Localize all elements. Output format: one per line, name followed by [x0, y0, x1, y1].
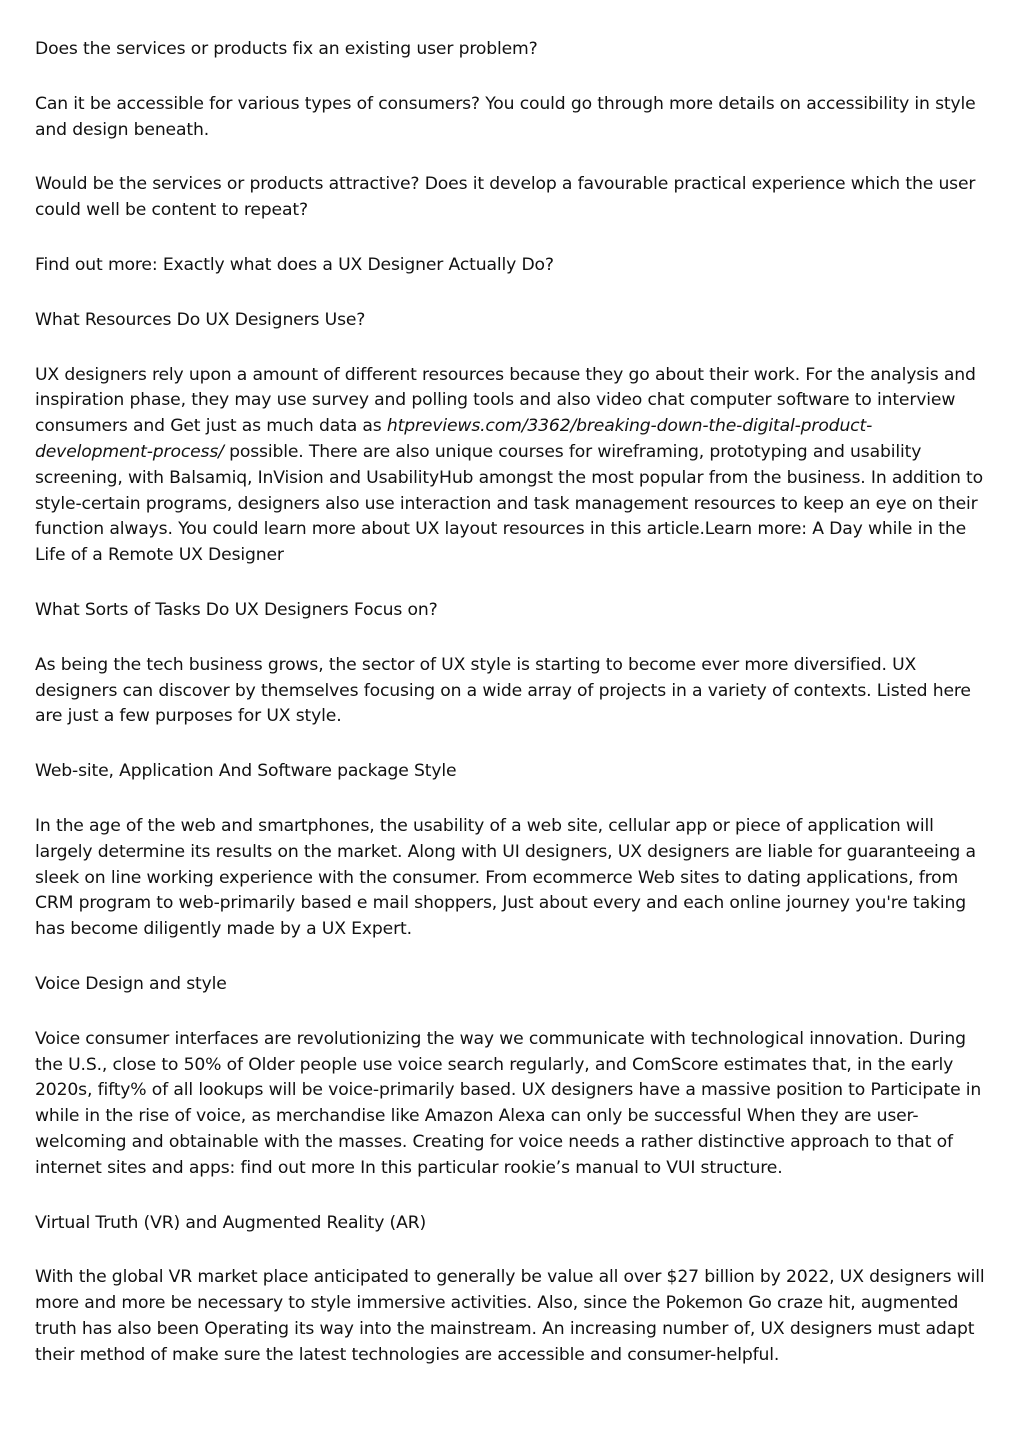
paragraph-attractive: Would be the services or products attractive? Does it develop a favourable practical experience which the user could well be content to repeat?: [35, 174, 976, 221]
paragraph-accessibility: Can it be accessible for various types of consumers? You could go through more details on accessibility in style and design beneath.: [35, 93, 976, 140]
paragraph-user-problem: Does the services or products fix an existing user problem?: [35, 39, 538, 59]
heading-resources: What Resources Do UX Designers Use?: [35, 309, 366, 330]
paragraph-vr-market: With the global VR market place anticipated to generally be value all over $27 billion by 2022, UX designers will more and more be necessary to style immersive activities. Also, since the Pokemon Go craze hit, augmented truth has also been Operating its way into the mainstream. An increasing number of, UX designers must adapt their method of make sure the latest technologies are accessible and consumer-helpful.: [35, 1267, 985, 1365]
heading-tasks: What Sorts of Tasks Do UX Designers Focus on?: [35, 599, 438, 620]
paragraph-find-out-more: Find out more: Exactly what does a UX Designer Actually Do?: [35, 254, 554, 275]
paragraph-tech-business: As being the tech business grows, the sector of UX style is starting to become ever more diversified. UX designers can discover by themselves focusing on a wide array of projects in a variety of contexts. Listed here are just a few purposes for UX style.: [35, 654, 971, 727]
heading-voice-design: Voice Design and style: [35, 973, 227, 994]
heading-website-app-style: Web-site, Application And Software package Style: [35, 761, 457, 782]
document-body: [35, 37, 989, 1397]
paragraph-voice: Voice consumer interfaces are revolutionizing the way we communicate with technological innovation. During the U.S., close to 50% of Older people use voice search regularly, and ComScore estimates that, in the early 2020s, fifty% of all lookups will be voice-primarily based. UX designers have a massive position to Participate in while in the rise of voice, as merchandise like Amazon Alexa can only be successful When they are user-welcoming and obtainable with the masses. Creating for voice needs a rather distinctive approach to that of internet sites and apps: find out more In this particular rookie’s manual to VUI structure.: [35, 1028, 982, 1178]
paragraph-resources-text-2: possible. There are also unique courses for wireframing, prototyping and usability screening, with Balsamiq, InVision and UsabilityHub amongst the most popular from the business. In addition to style-certain programs, designers also use interaction and task management resources to keep an eye on their function always. You could learn more about UX layout resources in this article.Learn more: A Day while in the Life of a Remote UX Designer: [35, 441, 983, 566]
heading-vr-ar: Virtual Truth (VR) and Augmented Reality (AR): [35, 1212, 427, 1233]
paragraph-resources-text-1: UX designers rely upon a amount of different resources because they go about their work. For the analysis and inspiration phase, they may use survey and polling tools and also video chat computer software to interview consumers and Get just as much data as: [35, 364, 976, 437]
article-link[interactable]: htpreviews.com/3362/breaking-down-the-digital-product-development-process/: [35, 416, 873, 462]
paragraph-web-smartphones: In the age of the web and smartphones, the usability of a web site, cellular app or piece of application will largely determine its results on the market. Along with UI designers, UX designers are liable for guaranteeing a sleek on line working experience with the consumer. From ecommerce Web sites to dating applications, from CRM program to web-primarily based e mail shoppers, Just about every and each online journey you're taking has become diligently made by a UX Expert.: [35, 815, 976, 940]
paragraph-resources: [35, 363, 989, 569]
